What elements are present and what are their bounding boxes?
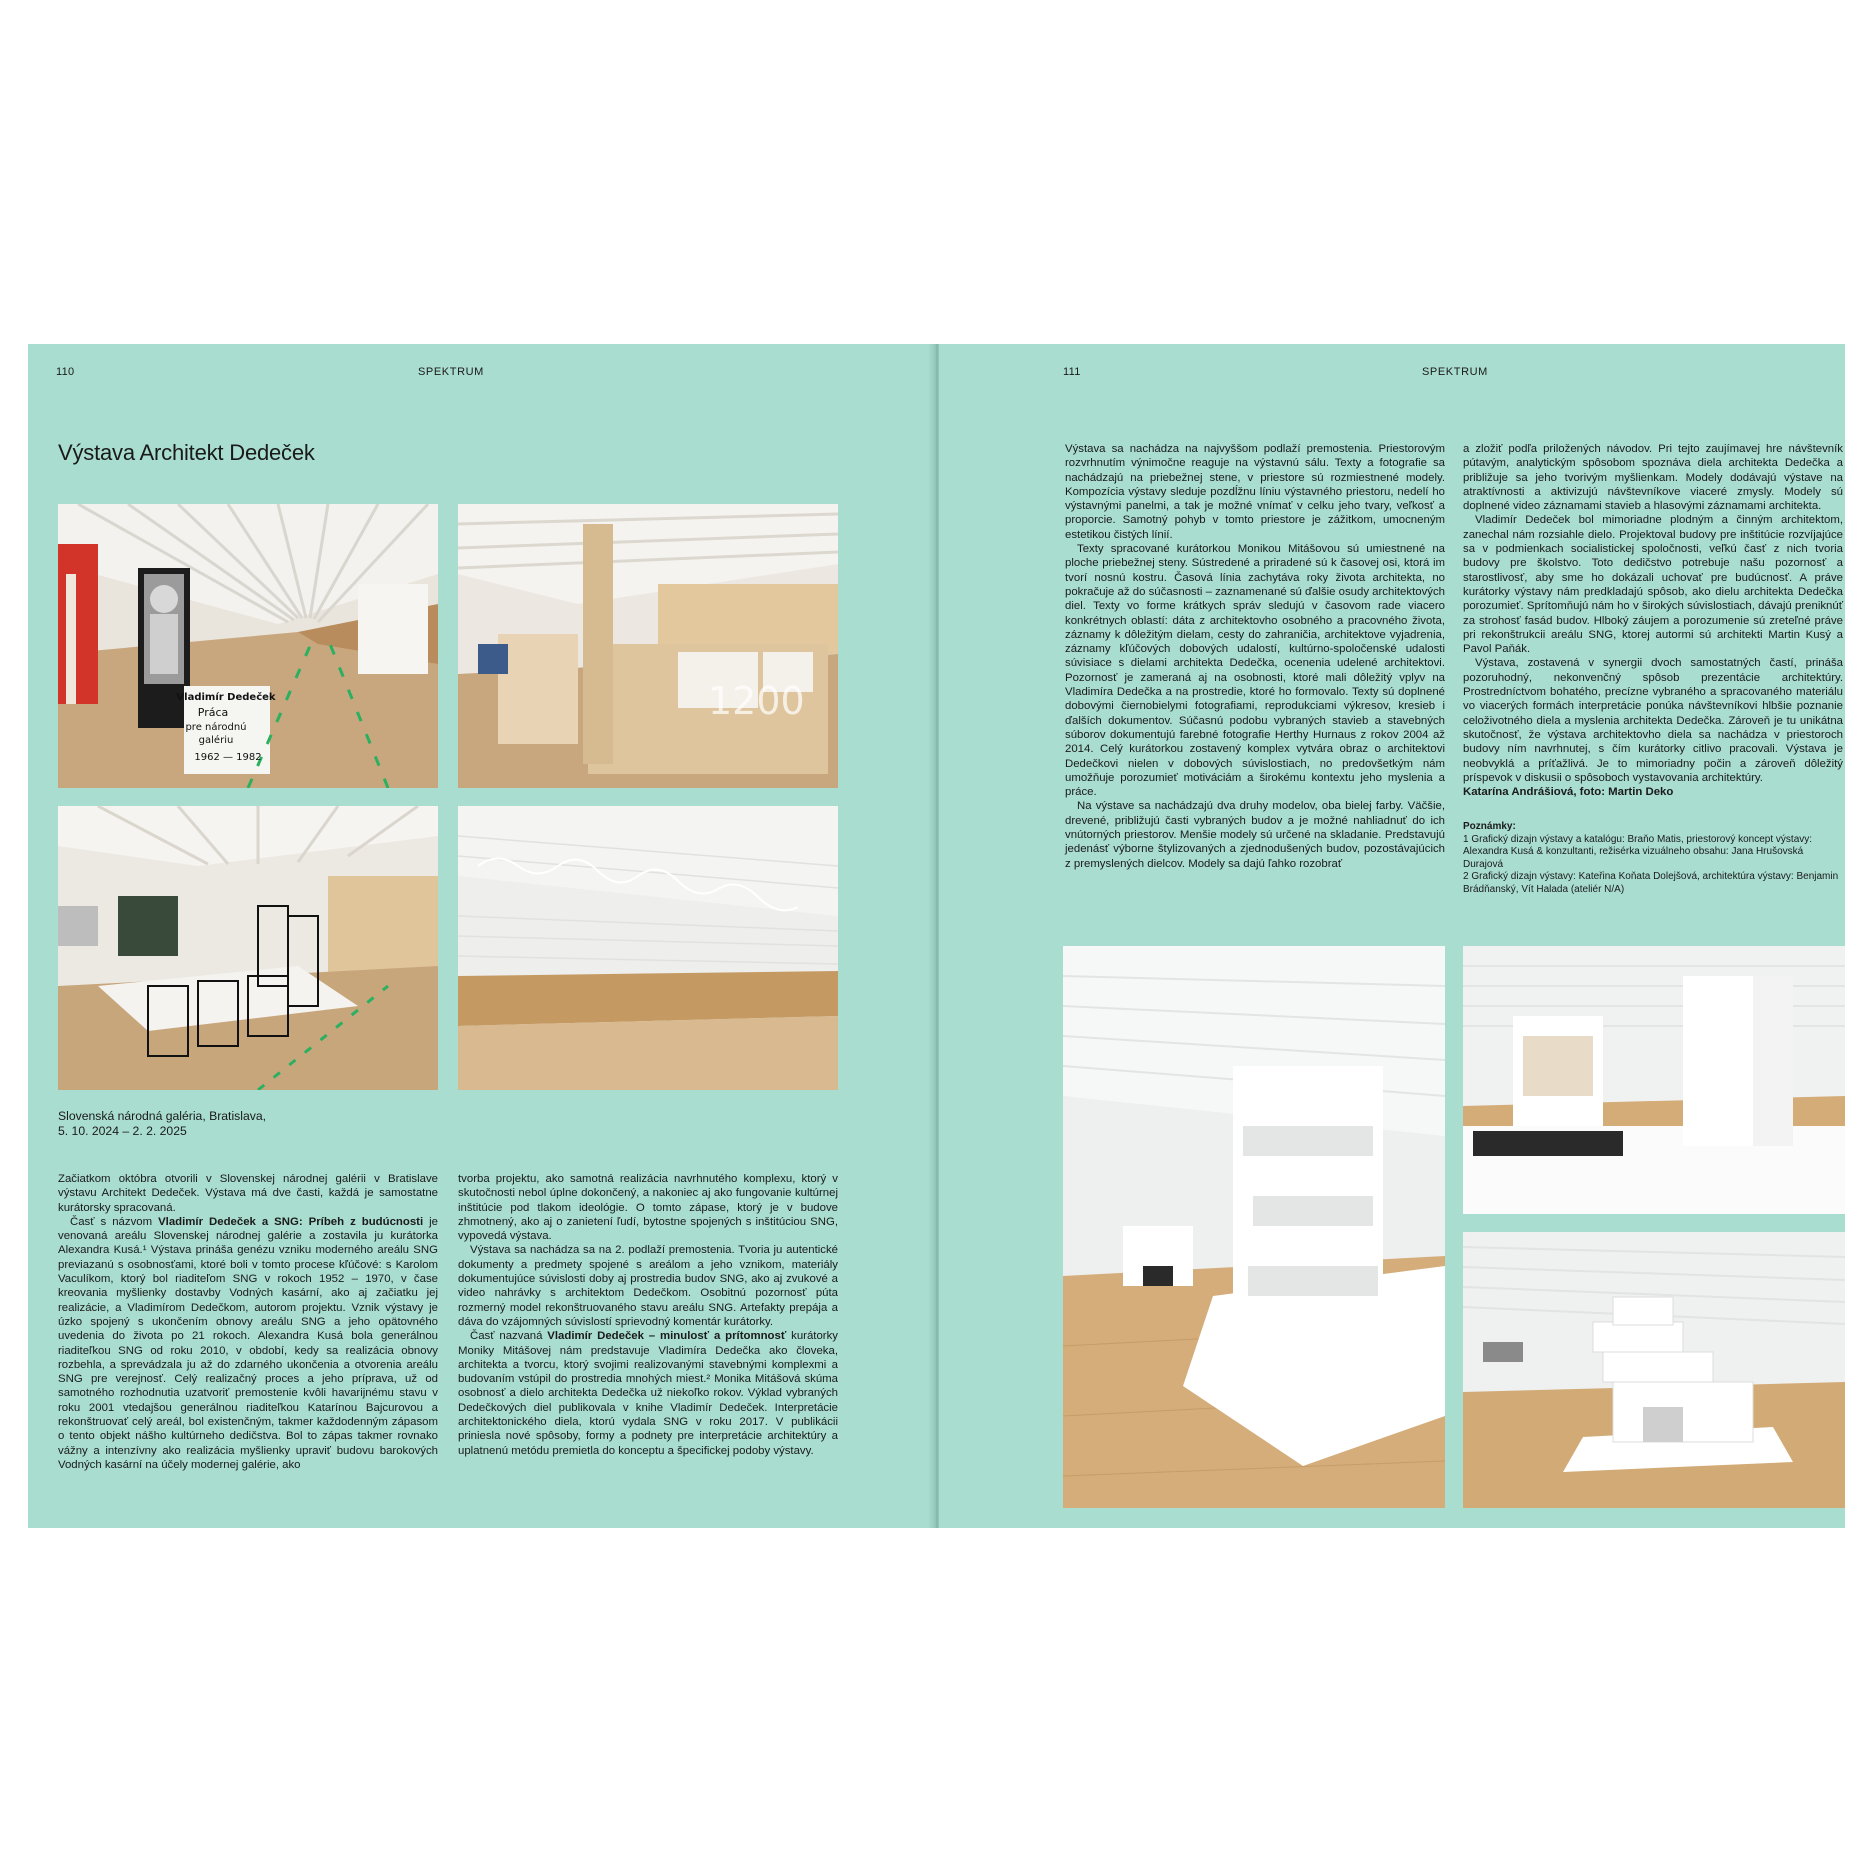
white-models-hall-photo [1463,946,1845,1214]
handwriting-wall-photo [458,806,838,1090]
text-column-2 [458,1172,838,1458]
caption-dates: 5. 10. 2024 – 2. 2. 2025 [58,1124,187,1138]
white-model-tower-photo [1063,946,1445,1508]
right-page [939,344,1845,1528]
paragraph: tvorba projektu, ako samotná realizácia navrhnutého komplexu, ktorý v skutočnosti nebol úplne dokončený, a nakoniec aj ako fungovanie kultúrnej inštitúcie pod tlakom ideológie. O tomto zápase, ktorý je v budove zhmotnený, ako aj o zanietení ľudí, bytostne spojených s inštitúciou SNG, vypovedá výstava. [458,1173,838,1243]
footnote-1: 1 Grafický dizajn výstavy a katalógu: Braňo Matis, priestorový koncept výstavy: Alexandra Kusá & konzultanti, režisérka vizuálneho obsahu: Jana Hrušovská Durajová [1463,833,1813,870]
paragraph: Výstava sa nachádza na najvyššom podlaží premostenia. Priestorovým rozvrhnutím výnimočne reaguje na výstavnú sálu. Texty a fotografie sa nachádzajú na priebežnej stene, v priestore sú rozmiestnené modely. Kompozícia výstavy sleduje pozdĺžnu líniu výstavného priestoru, nedelí ho výstavnými panelmi, a tak je možné vnímať v celku jeho tvary, veľkosť a proporcie. Samotný pohyb v tomto priestore je zážitkom, umocneným estetikou čistých línií. [1065,443,1445,541]
exhibition-wall-photo [458,504,838,788]
paragraph: a zložiť podľa priložených návodov. Pri tejto zaujímavej hre návštevník pútavým, analytickým spôsobom spoznáva diela architekta Dedečka a približuje sa jeho tvorivým myšlienkam. Modely dodávajú výstave na atraktívnosti a aktivizujú návštevníkove viaceré zmysly. Modely sú doplnené video záznamami stavieb a hlasovými záznamami architekta. [1463,443,1843,513]
text-column-4 [1463,442,1843,896]
photo-caption [58,1109,438,1139]
gallery-hall-photo [58,504,438,788]
running-head-right: SPEKTRUM [1422,366,1488,378]
magazine-spread [28,344,1845,1528]
model-tables-photo [58,806,438,1090]
footnotes-title: Poznámky: [1463,821,1516,833]
page-number-left: 110 [56,366,75,378]
left-page [28,344,935,1528]
poster-name: Vladimír Dedeček [176,692,276,703]
author-credit: Katarína Andrášiová, foto: Martin Deko [1463,786,1674,799]
article-title: Výstava Architekt Dedeček [58,440,315,465]
stepped-model-photo [1463,1232,1845,1508]
paragraph: Výstava, zostavená v synergii dvoch samostatných častí, prináša pozoruhodný, nekonvenčný spôsob prezentácie architektúry. Prostredníctvom bohatého, precízne vybraného a spracovaného materiálu vo viacerých formách interpretácie ponúka návštevníkovi hlbšie poznanie celoživotného diela a myslenia architekta Dedečka. Zároveň je tu unikátna skutočnosť, že výstava architektovho diela sa nachádza v priestoroch budovy ním navrhnutej, s čím kurátorky citlivo pracovali. Výstava je neobvyklá a príťažlivá. Je to mimoriadny počin a zároveň dôležitý príspevok v diskusii o spôsoboch vystavovania architektúry. [1463,657,1843,784]
page-number-right: 111 [1063,366,1081,378]
text-column-1 [58,1172,438,1472]
paragraph: Na výstave sa nachádzajú dva druhy modelov, oba bielej farby. Väčšie, drevené, približujú časti vybraných budov a je možné nahliadnuť do ich vnútorných priestorov. Menšie modely sú určené na skladanie. Predstavujú jedenásť výborne štylizovaných a zjednodušených budov, pozostávajúcich z premyslených dielcov. Modely sa dajú ľahko rozobrať [1065,800,1445,870]
paragraph: Začiatkom októbra otvorili v Slovenskej národnej galérii v Bratislave výstavu Architekt Dedeček. Výstava má dve časti, každá je samostatne kurátorsky spracovaná. [58,1173,438,1214]
poster-line2: pre národnú [185,722,247,733]
running-head-left: SPEKTRUM [418,366,484,378]
caption-venue: Slovenská národná galéria, Bratislava, [58,1109,266,1123]
footnote-2: 2 Grafický dizajn výstavy: Kateřina Koňata Dolejšová, architektúra výstavy: Benjamin Brádňanský, Vít Halada (ateliér N/A) [1463,871,1839,895]
poster-line1: Práca [197,706,229,719]
paragraph: Časť s názvom Vladimír Dedeček a SNG: Príbeh z budúcnosti je venovaná areálu Slovenskej národnej galérie a zostavila ju kurátorka Alexandra Kusá.¹ Výstava prináša genézu vzniku moderného areálu SNG previazanú s osobnosťami, ktoré boli v tomto procese kľúčové: s Karolom Vaculíkom, ktorý bol riaditeľom SNG v rokoch 1952 – 1970, v čase kreovania myšlienky dostavby Vodných kasární, ako aj začiatku jej realizácie, a Vladimírom Dedečkom, autorom projektu. Vznik výstavy je úzko spojený s ukončením obnovy areálu SNG a jeho opätovného uvedenia do života po 21 rokoch. Alexandra Kusá bola generálnou riaditeľkou SNG od roku 2010, v období, kedy sa realizácia obnovy rozbehla, a sprevádzala ju až do zdarného ukončenia a otvorenia areálu SNG pre verejnosť. Celý realizačný proces a jeho príprava, už od samotného rozhodnutia uzatvoriť premostenie kvôli havarijnému stavu v roku 2001 vtedajšou generálnou riaditeľkou Katarínou Bajcurovou a rekonštruovať celý areál, bol existenčným, takmer každodenným zápasom o tento objekt nášho kultúrneho dedičstva. Bol to zápas takmer rovnako vážny a intenzívny ako realizácia myšlienky upraviť budovu barokových Vodných kasární na účely modernej galérie, ako [58,1215,438,1471]
footnotes [1463,821,1843,896]
poster-years: 1962 — 1982 [194,752,262,763]
text-column-3 [1065,442,1445,871]
paragraph: Časť nazvaná Vladimír Dedeček – minulosť a prítomnosť kurátorky Moniky Mitášovej nám predstavuje Vladimíra Dedečka ako človeka, architekta a tvorcu, ktorý svojimi realizovanými stavebnými komplexmi a budovaním vstúpil do prostredia mnohých miest.² Monika Mitášová skúma osobnosť a dielo architekta Dedečka už niekoľko rokov. Výklad vybraných Dedečkových diel publikovala v knihe Vladimír Dedeček. Interpretácie architektonického diela, ktorú vydala SNG v roku 2017. V publikácii priniesla nové spôsoby, formy a podnety pre interpretácie architektúry a uplatnenú metódu premietla do konceptu a špecifickej podoby výstavy. [458,1330,838,1457]
paragraph: Výstava sa nachádza sa na 2. podlaží premostenia. Tvoria ju autentické dokumenty a predmety spojené s areálom a jeho vznikom, materiály dokumentujúce súvislosti doby aj prostredia budov SNG, ako aj zvukové a video nahrávky s architektom Dedečkom. Osobitnú pozornosť púta rozmerný model rekonštruovaného stavu areálu SNG. Artefakty prepája a dáva do vzájomných súvislostí sprievodný komentár kurátorky. [458,1244,838,1328]
svg-text:1200: 1200 [708,679,805,723]
paragraph: Texty spracované kurátorkou Monikou Mitášovou sú umiestnené na ploche priebežnej steny. Sústredené a priradené sú k časovej osi, ktorá im tvorí nosnú kostru. Časová línia zachytáva roky života architekta, no pokračuje až do súčasnosti – zaznamenané sú ďalšie osudy architektových diel. Texty vo forme krátkych správ sledujú v časovom rade viacero konkrétnych oblastí: dáta z architektovho osobného a pracovného života, záznamy k dôležitým dielam, cesty do zahraničia, architektove vyjadrenia, záznamy kľúčových dobových udalostí, kultúrno-spoločenské udalosti súvisiace s dielami architekta Dedečka, ocenenia udelené architektovi. Pozornosť je zameraná aj na osobnosti, ktoré mali dôležitý vplyv na Vladimíra Dedečka a na prostredie, ktoré ho formovalo. Texty sú doplnené dobovými čiernobielymi fotografiami, reprodukciami výkresov, kresieb i ďalších dokumentov. Súčasnú podobu vybraných stavieb a stavebných súborov dokumentujú farebné fotografie Herthy Hurnaus z rokov 2004 až 2014. Celý kurátorkou zostavený komplex vytvára obraz o architektovi Dedečkovi nielen v dobových súvislostiach, no predovšetkým nám umožňuje porozumieť motiváciám a širokému kontextu jeho myslenia a práce. [1065,543,1445,799]
paragraph: Vladimír Dedeček bol mimoriadne plodným a činným architektom, zanechal nám rozsiahle dielo. Projektoval budovy pre inštitúcie rozvíjajúce sa v podmienkach socialistickej spoločnosti, veľkú časť z nich tvoria budovy pre školstvo. Toto dedičstvo potrebuje našu pozornosť a starostlivosť, aby sme ho dokázali uchovať pre budúcnosť. A práve kurátorky výstavy nám predkladajú spôsob, ako dielu architekta Dedečka porozumieť. Sprítomňujú nám ho v širokých súvislostiach, dávajú preniknúť za strohosť fasád budov. Hlboký záujem a porozumenie sú zreteľné práve pri rekonštrukcii areálu SNG, ktorej autormi sú architekti Martin Kusý a Pavol Paňák. [1463,514,1843,656]
poster-line3: galériu [198,735,234,746]
